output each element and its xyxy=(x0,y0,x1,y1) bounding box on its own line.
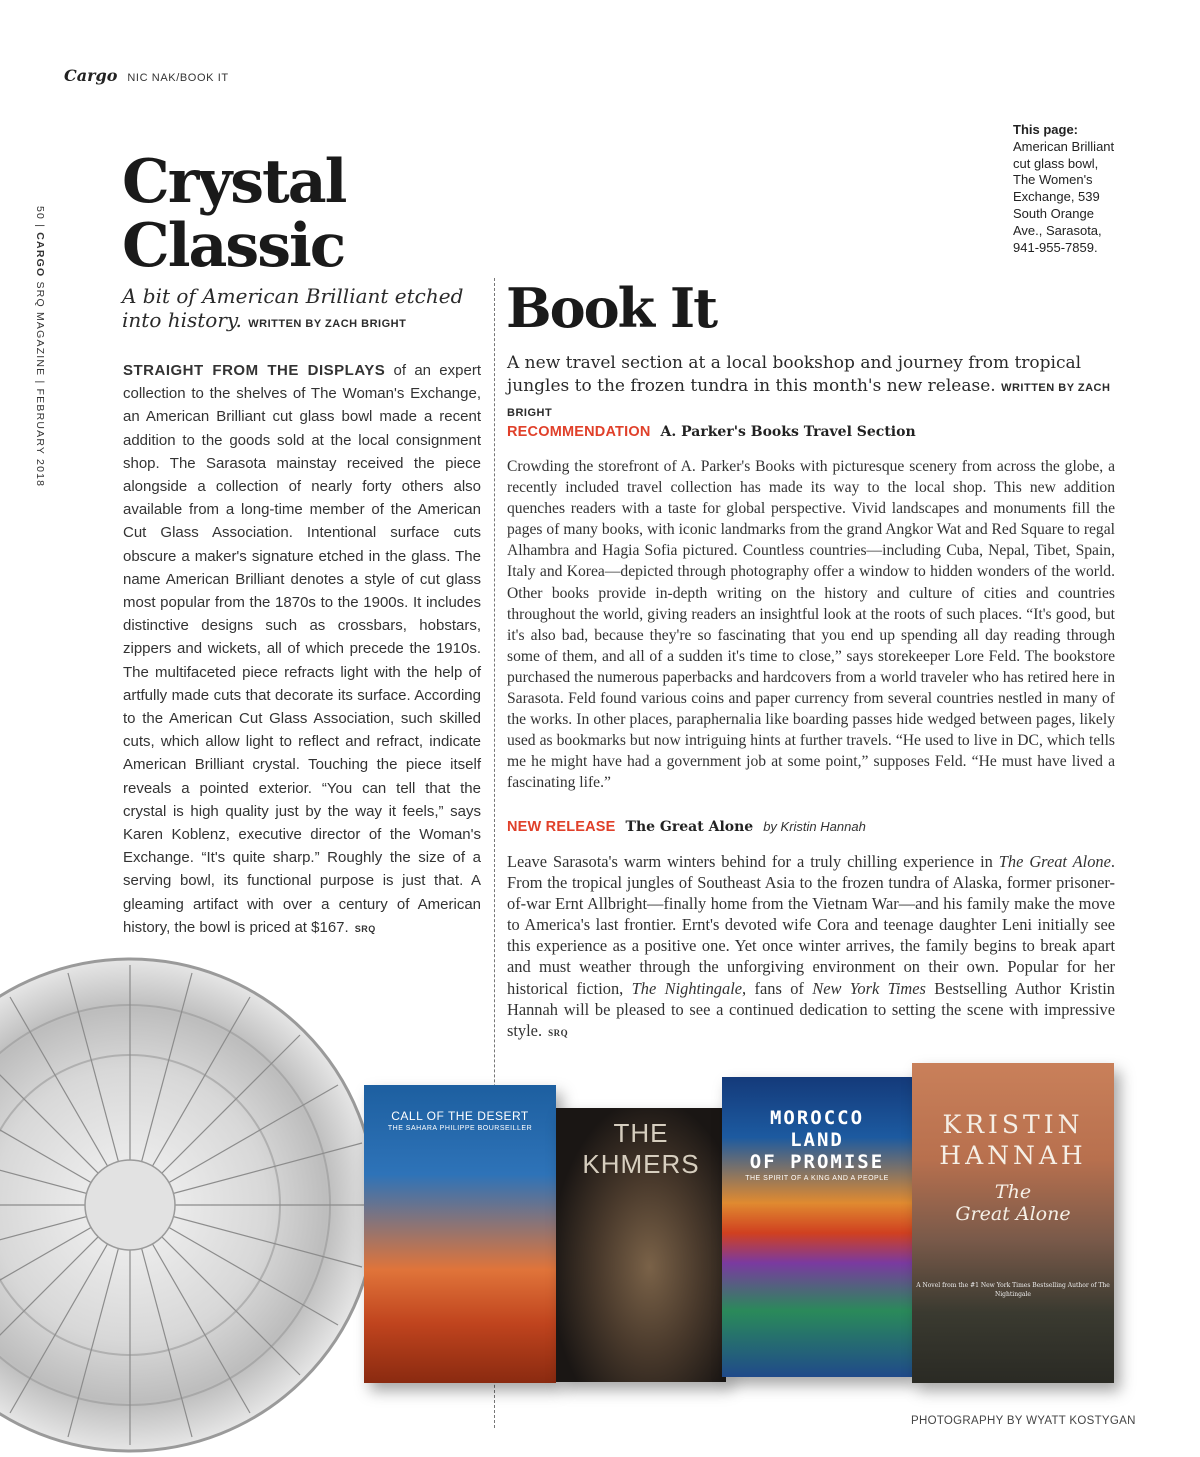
book-title-italic: The Great Alone xyxy=(998,852,1111,871)
book-cover-call-of-the-desert xyxy=(364,1085,556,1383)
book-it-dek xyxy=(507,352,1117,425)
photo-credit: PHOTOGRAPHY BY WYATT KOSTYGAN xyxy=(911,1415,1136,1427)
book-title xyxy=(722,1107,912,1173)
bowl-center-star xyxy=(85,1160,175,1250)
section-label: NIC NAK/BOOK IT xyxy=(127,72,229,84)
folio-publication: CARGO xyxy=(34,232,46,278)
crystal-classic-dek xyxy=(122,284,492,336)
publication-italic: New York Times xyxy=(812,978,926,998)
book-title xyxy=(912,1181,1114,1225)
headline-line-2: Classic xyxy=(122,211,345,281)
end-mark: SRQ xyxy=(548,1027,569,1038)
headline-line-1: Crystal xyxy=(122,147,346,217)
recommendation-subhead xyxy=(507,424,916,440)
body-text: of an expert collection to the shelves of The Woman's Exchange, an American Brilliant cut glass bowl made a recent addition to the goods sold at the local consignment shop. The Sarasota mainstay received the piece alongside a collection of nearly forty others also available from a long-time member of the American Cut Glass Association. Intentional surface cuts obscure a maker's signature etched in the glass. The name American Brilliant denotes a style of cut glass most popular from the 1870s to the 1900s. It includes distinctive designs such as crossbars, hobstars, zippers and wickets, all of which precede the 1910s. The multifaceted piece refracts light with the help of artfully made cuts that decorate its surface. According to the American Cut Glass Association, such skilled cuts, which allow light to reflect and refract, indicate American Brilliant crystal. Touching the piece itself reveals a pointed exterior. “You can tell that the crystal is high quality just by the way it feels,” says Karen Koblenz, executive director of the Woman's Exchange. “It's quite sharp.” Roughly the size of a serving bowl, its functional purpose is just that. A gleaming artifact with over a century of American history, the bowl is priced at $167. xyxy=(123,362,481,936)
folio-issue: SRQ MAGAZINE | FEBRUARY 2018 xyxy=(34,277,46,488)
book-title: CALL OF THE DESERT xyxy=(391,1109,529,1123)
byline: WRITTEN BY ZACH BRIGHT xyxy=(507,382,1111,419)
body-text: . From the tropical jungles of Southeast Asia to the frozen tundra of Alaska, former prisoner-of-war Ernt Allbright—finally home from the Vietnam War—and his family make the move to America's last frontier. Ernt's devoted wife Cora and teenage daughter Leni initially see this experience as a positive one. Yet once winter arrives, the family begins to break apart and must weather through the unforgiving environment on their own. Popular for her historical fiction, xyxy=(507,852,1115,998)
crystal-classic-headline xyxy=(122,147,346,281)
lead-in: STRAIGHT FROM THE DISPLAYS xyxy=(123,362,386,379)
new-release-author: by Kristin Hannah xyxy=(763,819,866,834)
end-mark: SRQ xyxy=(354,923,376,934)
body-text: Bestselling Author Kristin Hannah will be pleased to see a continued dedication to setting the scene with impressive style. xyxy=(507,978,1115,1040)
book-title-line: MOROCCO xyxy=(769,1107,865,1129)
magazine-section-logo: Cargo xyxy=(64,66,118,85)
author-line: HANNAH xyxy=(939,1141,1087,1170)
new-release-subhead xyxy=(507,819,866,835)
book-it-headline: Book It xyxy=(506,276,717,340)
body-text: , fans of xyxy=(742,978,813,998)
book-title-line: Great Alone xyxy=(955,1203,1071,1225)
recommendation-body: Crowding the storefront of A. Parker's Books with picturesque scenery from across the globe, a recently included travel collection has made its way to the local shop. This new addition quenches readers with a taste for global perspective. Vivid landscapes and monuments fill the pages of many books, with iconic landmarks from the grand Angkor Wat and Red Square to regal Alhambra and Hagia Sofia pictured. Countless countries—including Cuba, Nepal, Tibet, Spain, Italy and Korea—depicted through photography offer a window to hidden wonders of the world. Other books provide in-depth writing on the history and culture of cities and countries throughout the world, giving readers an insightful look at the roots of such places. “It's good, but it's also bad, because they're so fascinating that you end up spending all day reading through some of them, and all of a sudden it's time to close,” says storekeeper Lore Feld. The bookstore purchased the numerous paperbacks and hardcovers from a world traveler who has retired here in Sarasota. Feld found various coins and paper currency from several countries nestled in many of the works. In other places, paraphernalia like boarding passes hide wedged between pages, likely used as bookmarks but now intriguing hints at further travels. “He used to live in DC, which tells me he might have had a government job at some point,” supposes Feld. “He must have lived a fascinating life.” xyxy=(507,458,1115,792)
running-header xyxy=(64,66,229,85)
book-subtitle: THE SPIRIT OF A KING AND A PEOPLE xyxy=(745,1175,889,1182)
crystal-classic-body xyxy=(123,359,481,941)
caption-lead: This page: xyxy=(1013,122,1079,137)
body-text: Leave Sarasota's warm winters behind for a truly chilling experience in xyxy=(507,852,999,871)
author-line: KRISTIN xyxy=(942,1110,1084,1139)
cut-glass-bowl-photo xyxy=(0,955,380,1455)
book-title-line: OF PROMISE xyxy=(749,1151,885,1173)
book-title: THE KHMERS xyxy=(582,1118,700,1179)
dek-text: A new travel section at a local bookshop and journey from tropical jungles to the frozen tundra in this month's new release. xyxy=(507,353,1082,396)
new-release-kicker: NEW RELEASE xyxy=(507,819,616,835)
book-title-italic: The Nightingale xyxy=(631,978,743,998)
new-release-title: The Great Alone xyxy=(625,819,754,835)
book-cover-morocco xyxy=(722,1077,912,1377)
new-release-body xyxy=(507,851,1115,1044)
recommendation-kicker: RECOMMENDATION xyxy=(507,424,651,440)
book-blurb: A Novel from the #1 New York Times Bestselling Author of The Nightingale xyxy=(916,1282,1110,1298)
recommendation-title: A. Parker's Books Travel Section xyxy=(660,424,916,440)
page-folio xyxy=(34,206,46,487)
book-title-line: The xyxy=(994,1181,1032,1203)
caption-text: American Brilliant cut glass bowl, The Women's Exchange, 539 South Orange Ave., Sarasota, 941-955-7859. xyxy=(1013,138,1115,255)
book-cover-the-khmers xyxy=(556,1108,726,1382)
page-number: 50 xyxy=(34,206,46,221)
book-title-line: LAND xyxy=(790,1129,844,1151)
folio-separator: | xyxy=(34,224,46,233)
byline: WRITTEN BY ZACH BRIGHT xyxy=(248,318,407,330)
book-subtitle: THE SAHARA PHILIPPE BOURSEILLER xyxy=(387,1125,533,1132)
dek-text: A bit of American Brilliant etched into history. xyxy=(122,284,464,332)
photo-caption xyxy=(1013,122,1123,256)
book-cover-the-great-alone xyxy=(912,1063,1114,1383)
book-author xyxy=(912,1109,1114,1171)
